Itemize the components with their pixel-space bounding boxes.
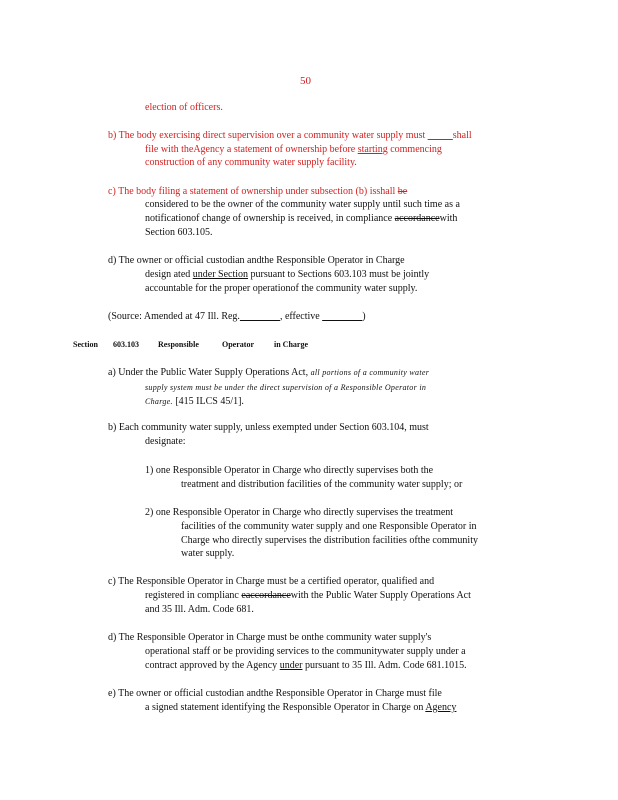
text-line — [145, 212, 457, 225]
text-run: accountable for the proper operation — [145, 283, 291, 294]
text-run: c) The body filing a statement of ownership under subsection (b) is — [108, 186, 377, 197]
section-title: Operator — [222, 340, 254, 349]
text-run: operational staff or be providing services to the community — [145, 646, 382, 657]
text-run: with — [439, 213, 458, 224]
text-line: c) The Responsible Operator in Charge must be a certified operator, qualified and — [108, 576, 435, 587]
text-line — [145, 143, 442, 156]
text-line — [108, 631, 431, 644]
struck-text: eaccordance — [241, 590, 291, 601]
text-run: commencing — [390, 144, 442, 155]
text-line — [181, 534, 478, 547]
text-line: supply system must be under the direct supervision of a Responsible Operator in — [145, 383, 427, 392]
text-line: considered to be the owner of the community water supply until such time as a — [145, 199, 460, 210]
underlined-blank: ________ — [322, 311, 363, 322]
text-run: Agency a statement of ownership before — [193, 144, 356, 155]
underlined-text: under — [279, 660, 303, 671]
text-line — [145, 268, 429, 281]
text-line: water supply. — [181, 548, 235, 559]
text-run: , effective — [279, 311, 320, 322]
text-run: ) — [362, 311, 366, 322]
text-run: e) The owner or official custodian and — [108, 688, 261, 699]
text-line: 1) one Responsible Operator in Charge who directly supervises both the — [145, 465, 434, 476]
text-line: designate: — [145, 436, 186, 447]
text-run: pursuant to Sections 603.103 must be jointly — [250, 269, 430, 280]
underlined-text: Agency — [425, 702, 457, 713]
text-run: a) Under the Public Water Supply Operations Act, — [108, 367, 309, 378]
text-line — [108, 687, 442, 700]
text-line: facilities of the community water supply and one Responsible Operator in — [181, 521, 477, 532]
underlined-text: starting — [357, 144, 388, 155]
section-heading-word: Section — [73, 340, 98, 349]
text-run: d) The owner or official custodian and — [108, 255, 262, 266]
section-title: in Charge — [274, 340, 308, 349]
text-run: (Source: — [108, 311, 142, 322]
text-line — [108, 366, 429, 379]
text-run: Charge who directly supervises the distribution facilities of — [181, 535, 418, 546]
text-run: contract approved by the Agency — [145, 660, 278, 671]
italic-text: all portions of a community water — [310, 368, 430, 377]
text-line — [108, 254, 405, 267]
text-line: b) Each community water supply, unless exempted under Section 603.104, must — [108, 422, 429, 433]
text-line — [108, 185, 407, 198]
text-line — [145, 282, 417, 295]
text-line: 2) one Responsible Operator in Charge who directly supervises the treatment — [145, 507, 454, 518]
text-line — [145, 659, 467, 672]
text-run: file with the — [145, 144, 194, 155]
text-run: pursuant to 35 Ill. Adm. Code 681.1015. — [304, 660, 467, 671]
text-run: the community water supply's — [311, 632, 432, 643]
text-line: construction of any community water supply facility. — [145, 157, 357, 168]
struck-text: accordance — [394, 213, 440, 224]
underlined-blank: ________ — [239, 311, 280, 322]
source-note — [108, 310, 366, 323]
text-run: Amended at 47 Ill. Reg. — [143, 311, 240, 322]
text-run: registered in complian — [145, 590, 235, 601]
italic-text: Charge. — [145, 397, 173, 406]
text-run: the Responsible Operator in Charge must file — [260, 688, 442, 699]
text-run: water supply under a — [381, 646, 466, 657]
text-line — [145, 701, 456, 714]
text-run: a signed statement identifying the Responsible Operator in Charge on — [145, 702, 424, 713]
text-line — [108, 129, 472, 142]
text-run: c — [234, 590, 239, 601]
text-run: d) The Responsible Operator in Charge must be on — [108, 632, 312, 643]
text-run: shall — [376, 186, 396, 197]
text-run: the Responsible Operator in Charge — [261, 255, 405, 266]
text-line — [145, 589, 471, 602]
text-run: design ated — [145, 269, 191, 280]
text-run: [415 ILCS 45/1]. — [175, 396, 244, 407]
struck-text: be — [397, 186, 408, 197]
text-run: of the community water supply. — [290, 283, 418, 294]
text-run: notification — [145, 213, 192, 224]
text-line: Section 603.105. — [145, 227, 213, 238]
text-line — [145, 645, 466, 658]
text-line: election of officers. — [145, 102, 223, 113]
section-number: 603.103 — [113, 340, 139, 349]
underlined-text: under Section — [192, 269, 249, 280]
page-number: 50 — [300, 75, 311, 87]
text-run: the community — [417, 535, 478, 546]
section-title: Responsible — [158, 340, 199, 349]
underlined-text: _____ — [427, 130, 453, 141]
text-run: shall — [452, 130, 472, 141]
text-run: of change of ownership is received, in compliance — [191, 213, 393, 224]
text-line: treatment and distribution facilities of the community water supply; or — [181, 479, 463, 490]
text-line: and 35 Ill. Adm. Code 681. — [145, 604, 254, 615]
text-run: with the Public Water Supply Operations Act — [290, 590, 471, 601]
text-line — [145, 395, 244, 408]
text-run: b) The body exercising direct supervision over a community water supply must — [108, 130, 426, 141]
